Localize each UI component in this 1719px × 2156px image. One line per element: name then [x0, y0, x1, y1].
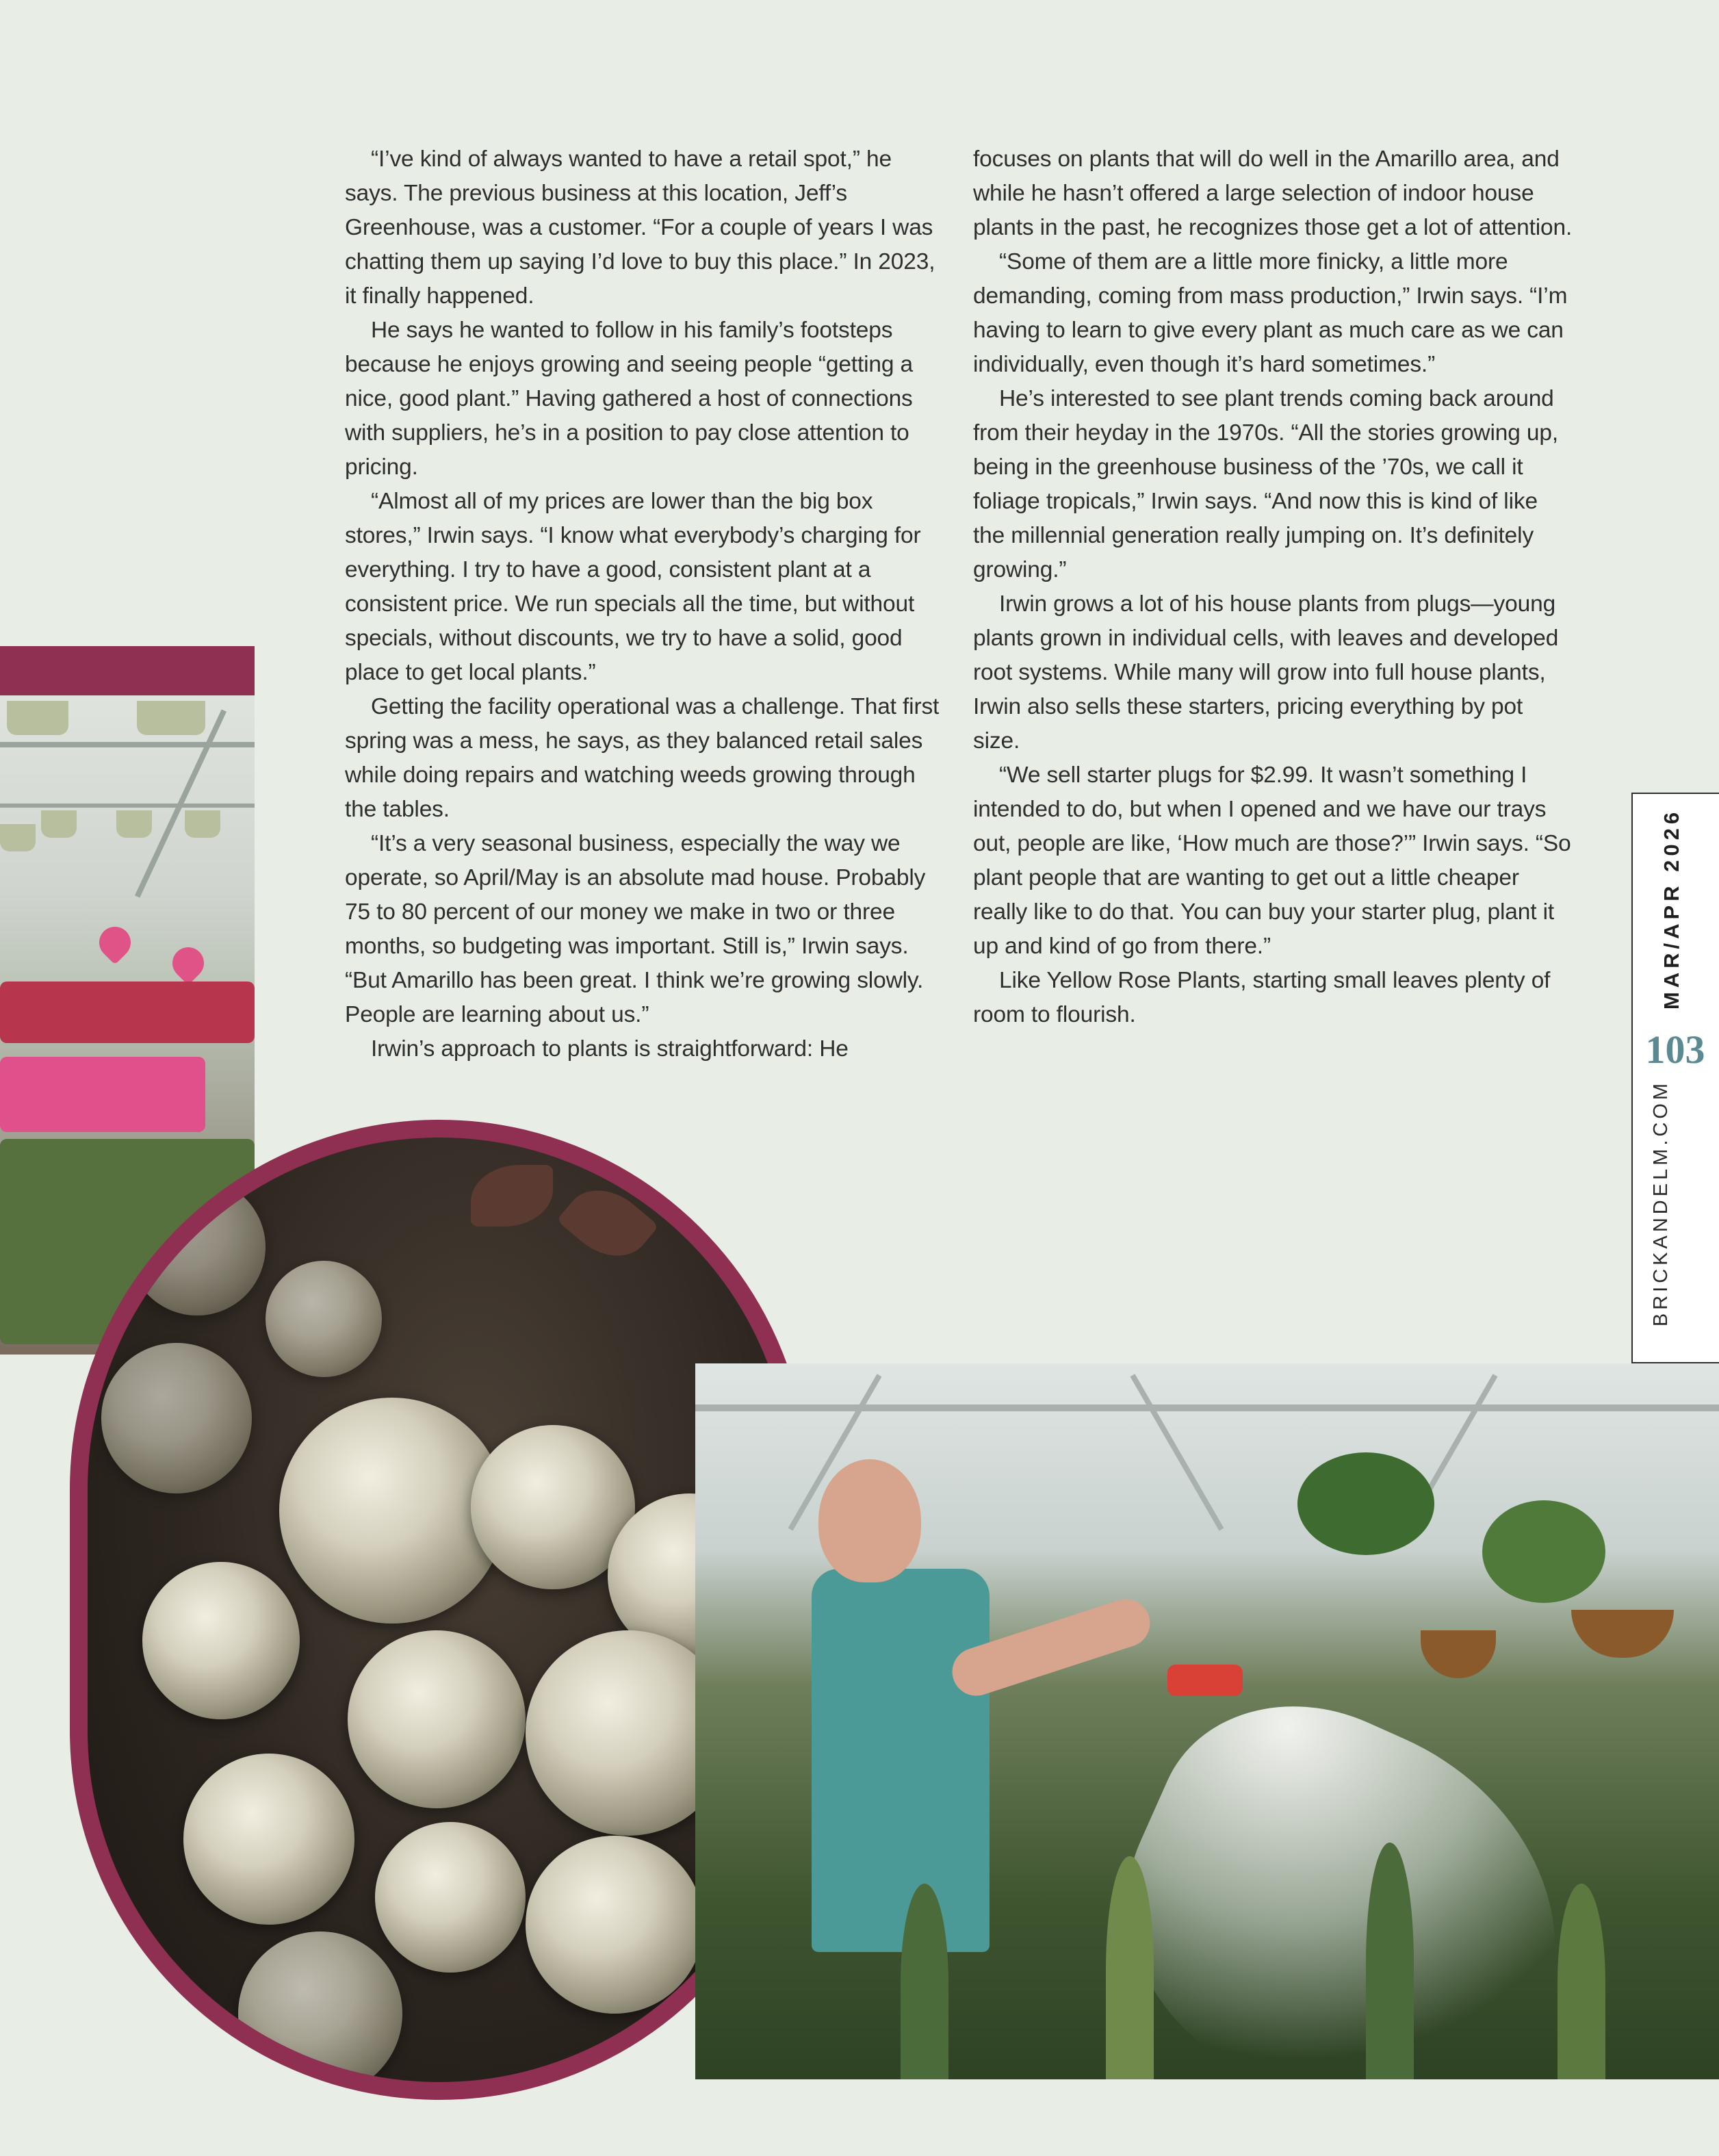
cactus	[129, 1179, 266, 1316]
hanging-pot	[116, 810, 152, 838]
snake-plant	[1366, 1843, 1414, 2079]
hanging-pot	[137, 701, 205, 735]
issue-date: MAR/APR 2026	[1659, 808, 1683, 1010]
cactus	[183, 1754, 354, 1925]
hanging-basket	[1571, 1610, 1674, 1658]
oxalis-leaf	[556, 1173, 659, 1273]
paragraph: “We sell starter plugs for $2.99. It wasn’t something I intended to do, but when I opened and we have our trays out, people are like, ‘How much are those?’” Irwin says. “So plant people that are wanting to get out a little cheaper really like to do that. You can buy your starter plug, plant it up and kind of go from there.”	[973, 762, 1571, 959]
cactus	[238, 1932, 402, 2096]
man-shirt	[812, 1569, 990, 1952]
water-spray	[1072, 1658, 1622, 2079]
paragraph: “Some of them are a little more finicky, a little more demanding, coming from mass production,” Irwin says. “I’m having to learn to give every plant as much care as we can individually, even though it’s hard sometimes.”	[973, 249, 1568, 377]
hanging-plant	[1482, 1500, 1605, 1603]
flower-bed	[0, 981, 255, 1043]
snake-plant	[1558, 1884, 1605, 2079]
cactus	[266, 1261, 382, 1377]
paragraph: Irwin’s approach to plants is straightforward: He	[371, 1036, 849, 1062]
hanging-plant	[1297, 1452, 1434, 1555]
hanging-pot	[41, 810, 77, 838]
paragraph: He’s interested to see plant trends coming back around from their heyday in the 1970s. “All the stories growing up, being in the greenhouse business of the ’70s, we call it foliage tropicals,” Irwin says. “And now this is kind of like the millennial generation really jumping on. It’s definitely growing.”	[973, 386, 1558, 582]
website-url: BRICKANDELM.COM	[1650, 1079, 1672, 1327]
cactus	[526, 1836, 703, 2014]
snake-plant	[901, 1884, 948, 2079]
oxalis-leaf	[471, 1165, 553, 1227]
greenhouse-beam	[0, 804, 255, 808]
cactus	[348, 1630, 526, 1808]
hose-nozzle	[1167, 1665, 1243, 1696]
cactus	[375, 1822, 526, 1973]
heart-sign	[166, 940, 210, 985]
cactus	[142, 1562, 300, 1719]
snake-plant	[1106, 1856, 1154, 2079]
paragraph: “I’ve kind of always wanted to have a retail spot,” he says. The previous business at this location, Jeff’s Greenhouse, was a customer. “For a couple of years I was chatting them up saying I’d love to buy this place.” In 2023, it finally happened.	[345, 146, 935, 309]
hanging-pot	[7, 701, 68, 735]
greenhouse-truss	[1130, 1374, 1224, 1530]
greenhouse-truss	[695, 1404, 1719, 1411]
paragraph: “It’s a very seasonal business, especially the way we operate, so April/May is an absolute mad house. Probably 75 to 80 percent of our money we make in two or three months, so budgeting was important. Still is,” Irwin says. “But Amarillo has been great. I think we’re growing slowly. People are learning about us.”	[345, 831, 926, 1027]
paragraph: He says he wanted to follow in his family’s footsteps because he enjoys growing and seeing people “getting a nice, good plant.” Having gathered a host of connections with suppliers, he’s in a position to pay close attention to pricing.	[345, 318, 914, 480]
article-column-right	[973, 142, 1575, 1032]
hanging-pot	[185, 810, 220, 838]
greenhouse-beam	[0, 742, 255, 747]
man-head	[818, 1459, 921, 1582]
hanging-pot	[0, 824, 36, 851]
flower-bed	[0, 1057, 205, 1132]
paragraph: Irwin grows a lot of his house plants from plugs—young plants grown in individual cells, with leaves and developed root systems. While many will grow into full house plants, Irwin also sells these starters, pricing everything by pot size.	[973, 591, 1559, 754]
hanging-basket	[1421, 1630, 1496, 1678]
article-column-left	[345, 142, 947, 1066]
paragraph: Getting the facility operational was a challenge. That first spring was a mess, he says, as they balanced retail sales while doing repairs and watching weeds growing through the tables.	[345, 694, 940, 822]
paragraph: focuses on plants that will do well in the Amarillo area, and while he hasn’t offered a large selection of indoor house plants in the past, he recognizes those get a lot of attention.	[973, 146, 1573, 240]
paragraph: “Almost all of my prices are lower than the big box stores,” Irwin says. “I know what everybody’s charging for everything. I try to have a good, consistent plant at a consistent price. We run specials all the time, but without specials, without discounts, we try to have a solid, good place to get local plants.”	[345, 489, 921, 685]
cactus	[101, 1343, 252, 1493]
paragraph: Like Yellow Rose Plants, starting small leaves plenty of room to flourish.	[973, 968, 1551, 1027]
page-number: 103	[1645, 1027, 1705, 1072]
watering-photo	[695, 1363, 1719, 2079]
heart-sign	[92, 920, 137, 964]
